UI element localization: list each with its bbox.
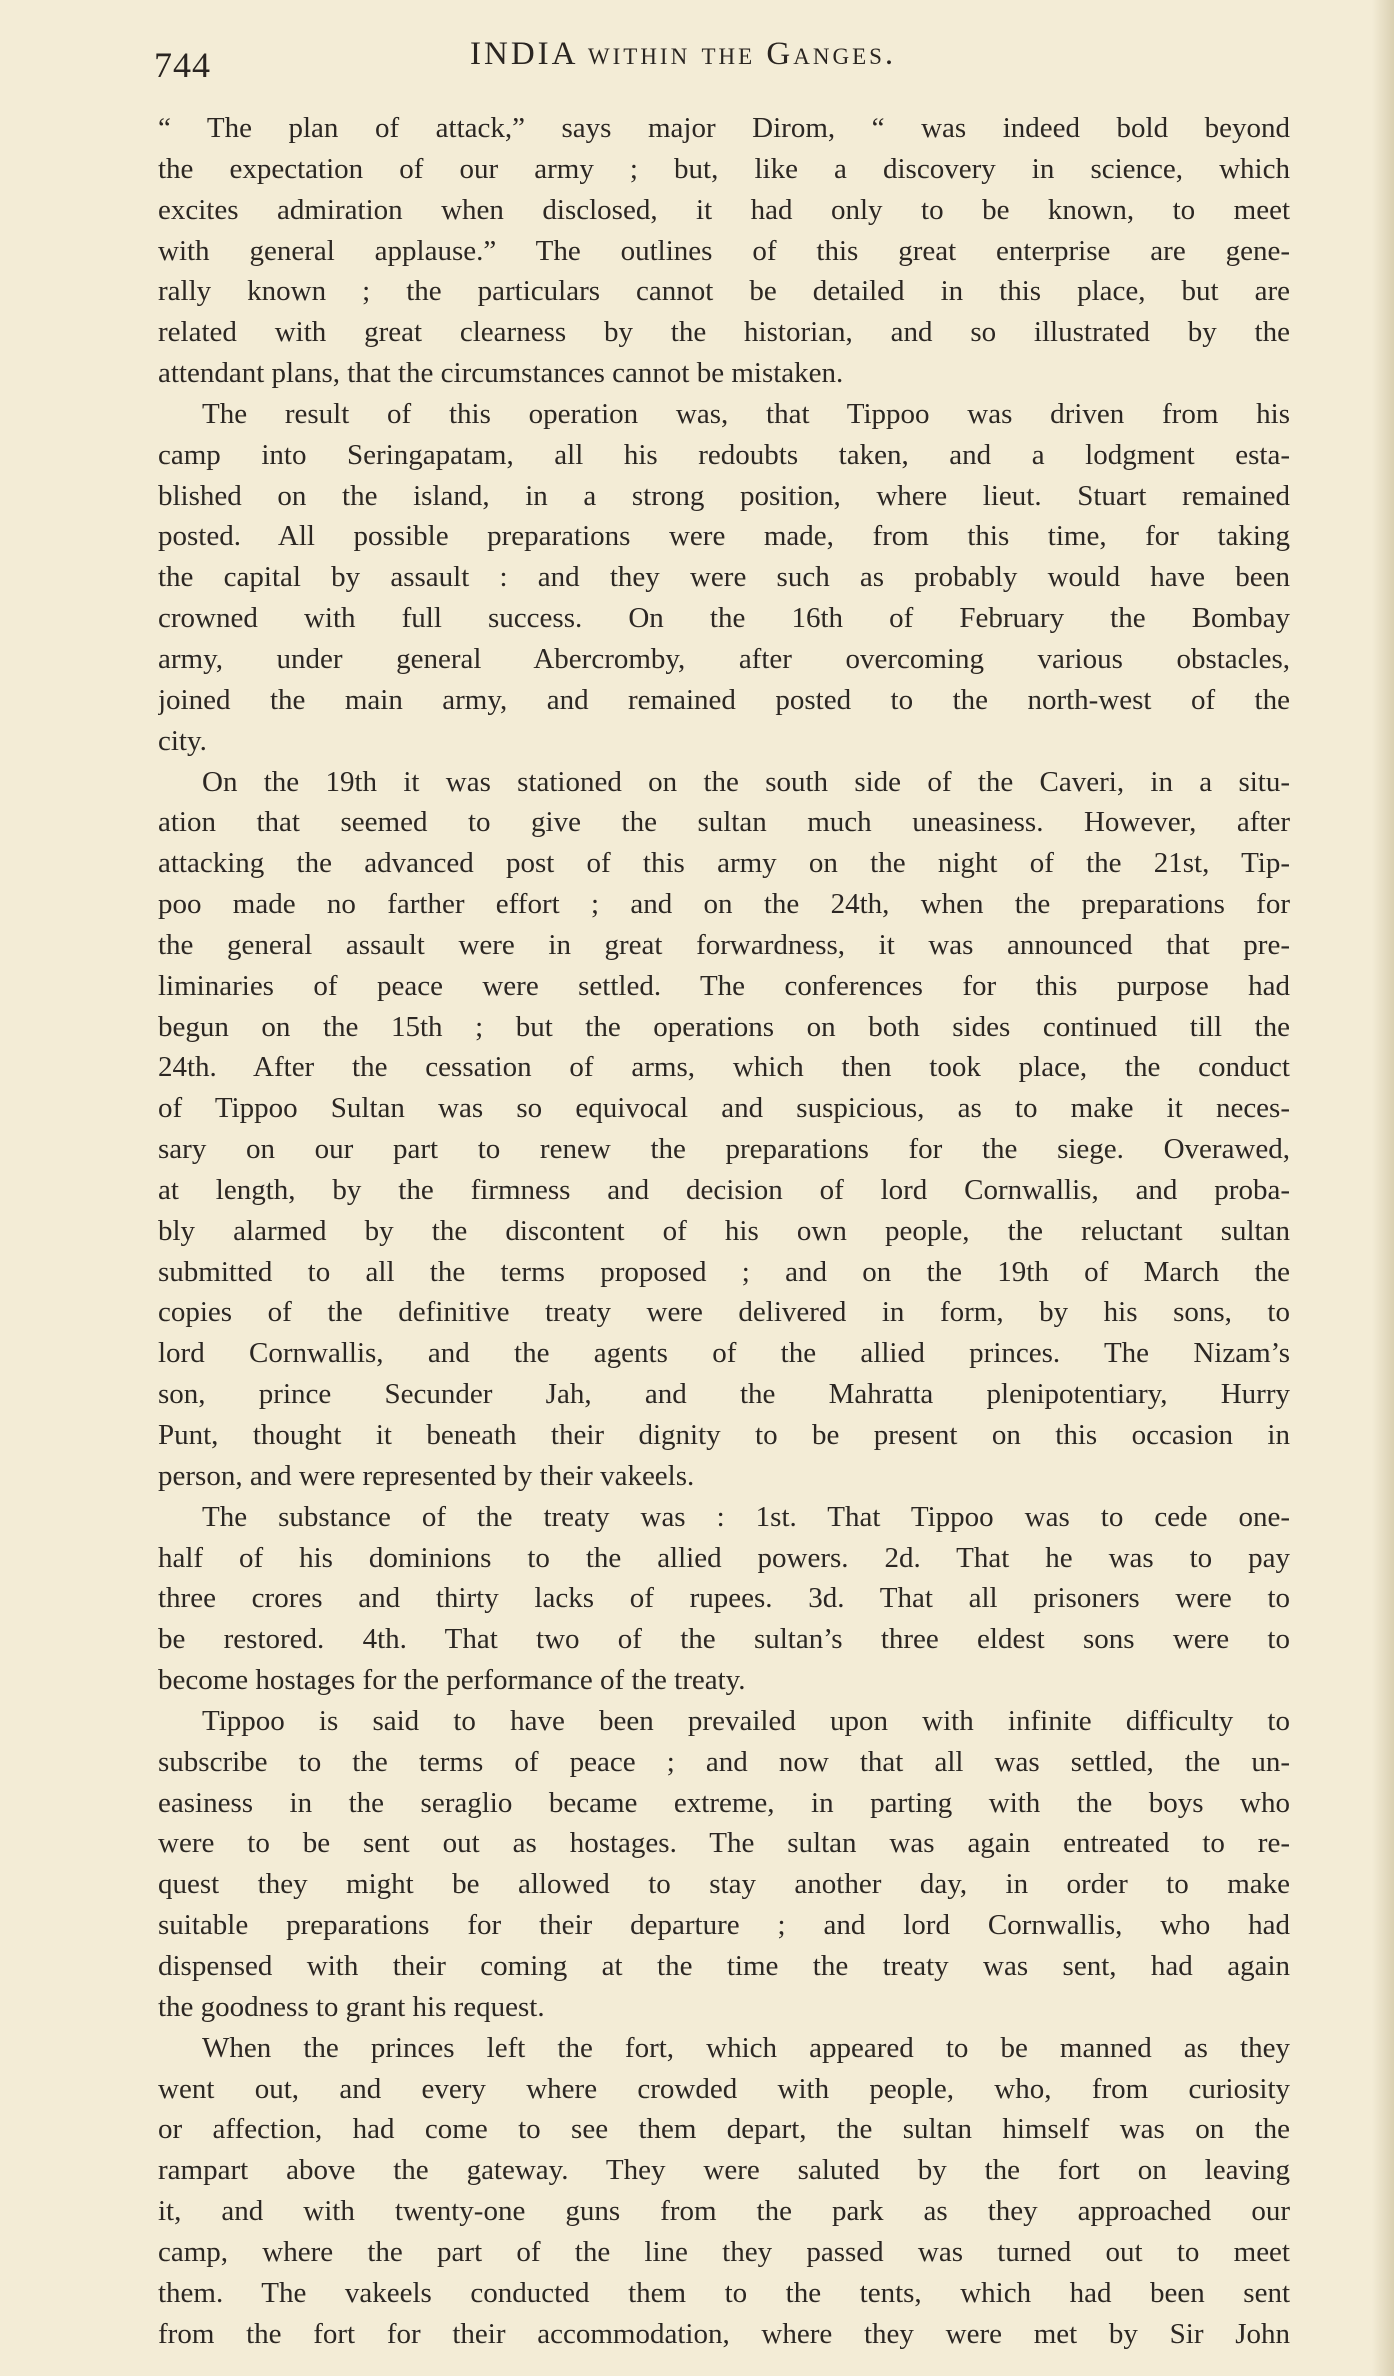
- text-line: the expectation of our army ; but, like a discovery in science, which: [158, 152, 1290, 185]
- text-line: subscribe to the terms of peace ; and now that all was settled, the un-: [158, 1745, 1290, 1778]
- text-line: or affection, had come to see them depart, the sultan himself was on the: [158, 2113, 1290, 2146]
- text-line: camp, where the part of the line they passed was turned out to meet: [158, 2235, 1290, 2268]
- text-line: submitted to all the terms proposed ; and on the 19th of March the: [158, 1255, 1290, 1288]
- text-line: three crores and thirty lacks of rupees. 3d. That all prisoners were to: [158, 1582, 1290, 1615]
- text-line: city.: [158, 724, 207, 757]
- text-line: easiness in the seraglio became extreme, in parting with the boys who: [158, 1786, 1290, 1819]
- text-line: son, prince Secunder Jah, and the Mahratta plenipotentiary, Hurry: [158, 1378, 1290, 1411]
- text-line: excites admiration when disclosed, it had only to be known, to meet: [158, 193, 1290, 226]
- page-number: 744: [154, 45, 211, 85]
- text-line: bly alarmed by the discontent of his own people, the reluctant sultan: [158, 1214, 1290, 1247]
- text-line: Tippoo is said to have been prevailed upon with infinite difficulty to: [202, 1704, 1290, 1737]
- text-line: sary on our part to renew the preparations for the siege. Overawed,: [158, 1133, 1290, 1166]
- text-line: the general assault were in great forwardness, it was announced that pre-: [158, 928, 1290, 961]
- text-line: half of his dominions to the allied powers. 2d. That he was to pay: [158, 1541, 1290, 1574]
- text-line: of Tippoo Sultan was so equivocal and suspicious, as to make it neces-: [158, 1092, 1290, 1125]
- text-line: Punt, thought it beneath their dignity to be present on this occasion in: [158, 1419, 1290, 1451]
- text-line: the capital by assault : and they were such as probably would have been: [158, 561, 1290, 594]
- text-line: begun on the 15th ; but the operations on both sides continued till the: [158, 1010, 1290, 1043]
- text-line: attendant plans, that the circumstances cannot be mistaken.: [158, 357, 844, 390]
- text-line: them. The vakeels conducted them to the tents, which had been sent: [158, 2276, 1290, 2309]
- text-line: posted. All possible preparations were made, from this time, for taking: [158, 520, 1290, 553]
- text-line: at length, by the firmness and decision of lord Cornwallis, and proba-: [158, 1173, 1290, 1206]
- text-line: the goodness to grant his request.: [158, 1990, 545, 2023]
- text-line: become hostages for the performance of the treaty.: [158, 1664, 746, 1697]
- text-line: rally known ; the particulars cannot be detailed in this place, but are: [158, 275, 1290, 308]
- text-line: attacking the advanced post of this army on the night of the 21st, Tip-: [158, 847, 1290, 880]
- text-line: person, and were represented by their vakeels.: [158, 1459, 695, 1492]
- text-line: army, under general Abercromby, after overcoming various obstacles,: [158, 642, 1290, 675]
- text-line: The substance of the treaty was : 1st. That Tippoo was to cede one-: [202, 1500, 1290, 1533]
- text-line: copies of the definitive treaty were delivered in form, by his sons, to: [158, 1296, 1290, 1329]
- text-line: ation that seemed to give the sultan much uneasiness. However, after: [158, 806, 1290, 839]
- text-line: When the princes left the fort, which appeared to be manned as they: [202, 2031, 1290, 2064]
- body-text: [158, 108, 1290, 2354]
- text-line: rampart above the gateway. They were saluted by the fort on leaving: [158, 2154, 1290, 2187]
- text-line: from the fort for their accommodation, where they were met by Sir John: [158, 2317, 1290, 2350]
- text-line: dispensed with their coming at the time the treaty was sent, had again: [158, 1949, 1290, 1982]
- text-line: 24th. After the cessation of arms, which then took place, the conduct: [158, 1051, 1290, 1084]
- text-line: related with great clearness by the historian, and so illustrated by the: [158, 316, 1290, 349]
- text-line: joined the main army, and remained posted to the north-west of the: [158, 683, 1290, 716]
- text-line: The result of this operation was, that Tippoo was driven from his: [202, 397, 1290, 430]
- text-line: were to be sent out as hostages. The sultan was again entreated to re-: [158, 1827, 1290, 1860]
- text-line: lord Cornwallis, and the agents of the allied princes. The Nizam’s: [158, 1337, 1290, 1370]
- text-line: crowned with full success. On the 16th of February the Bombay: [158, 602, 1290, 635]
- text-line: “ The plan of attack,” says major Dirom, “ was indeed bold beyond: [158, 112, 1290, 144]
- text-line: quest they might be allowed to stay another day, in order to make: [158, 1868, 1290, 1901]
- text-line: it, and with twenty-one guns from the park as they approached our: [158, 2195, 1290, 2228]
- text-line: suitable preparations for their departure ; and lord Cornwallis, who had: [158, 1909, 1290, 1942]
- text-line: camp into Seringapatam, all his redoubts taken, and a lodgment esta-: [158, 438, 1290, 471]
- text-line: be restored. 4th. That two of the sultan’s three eldest sons were to: [158, 1623, 1290, 1656]
- text-line: with general applause.” The outlines of this great enterprise are gene-: [158, 234, 1290, 267]
- text-line: poo made no farther effort ; and on the 24th, when the preparations for: [158, 888, 1290, 921]
- running-head: INDIA within the Ganges.: [470, 36, 897, 72]
- text-line: liminaries of peace were settled. The conferences for this purpose had: [158, 969, 1290, 1002]
- text-line: On the 19th it was stationed on the south side of the Caveri, in a situ-: [202, 765, 1290, 798]
- page-header: [0, 28, 1394, 88]
- text-line: blished on the island, in a strong position, where lieut. Stuart remained: [158, 479, 1290, 512]
- text-line: went out, and every where crowded with people, who, from curiosity: [158, 2072, 1290, 2105]
